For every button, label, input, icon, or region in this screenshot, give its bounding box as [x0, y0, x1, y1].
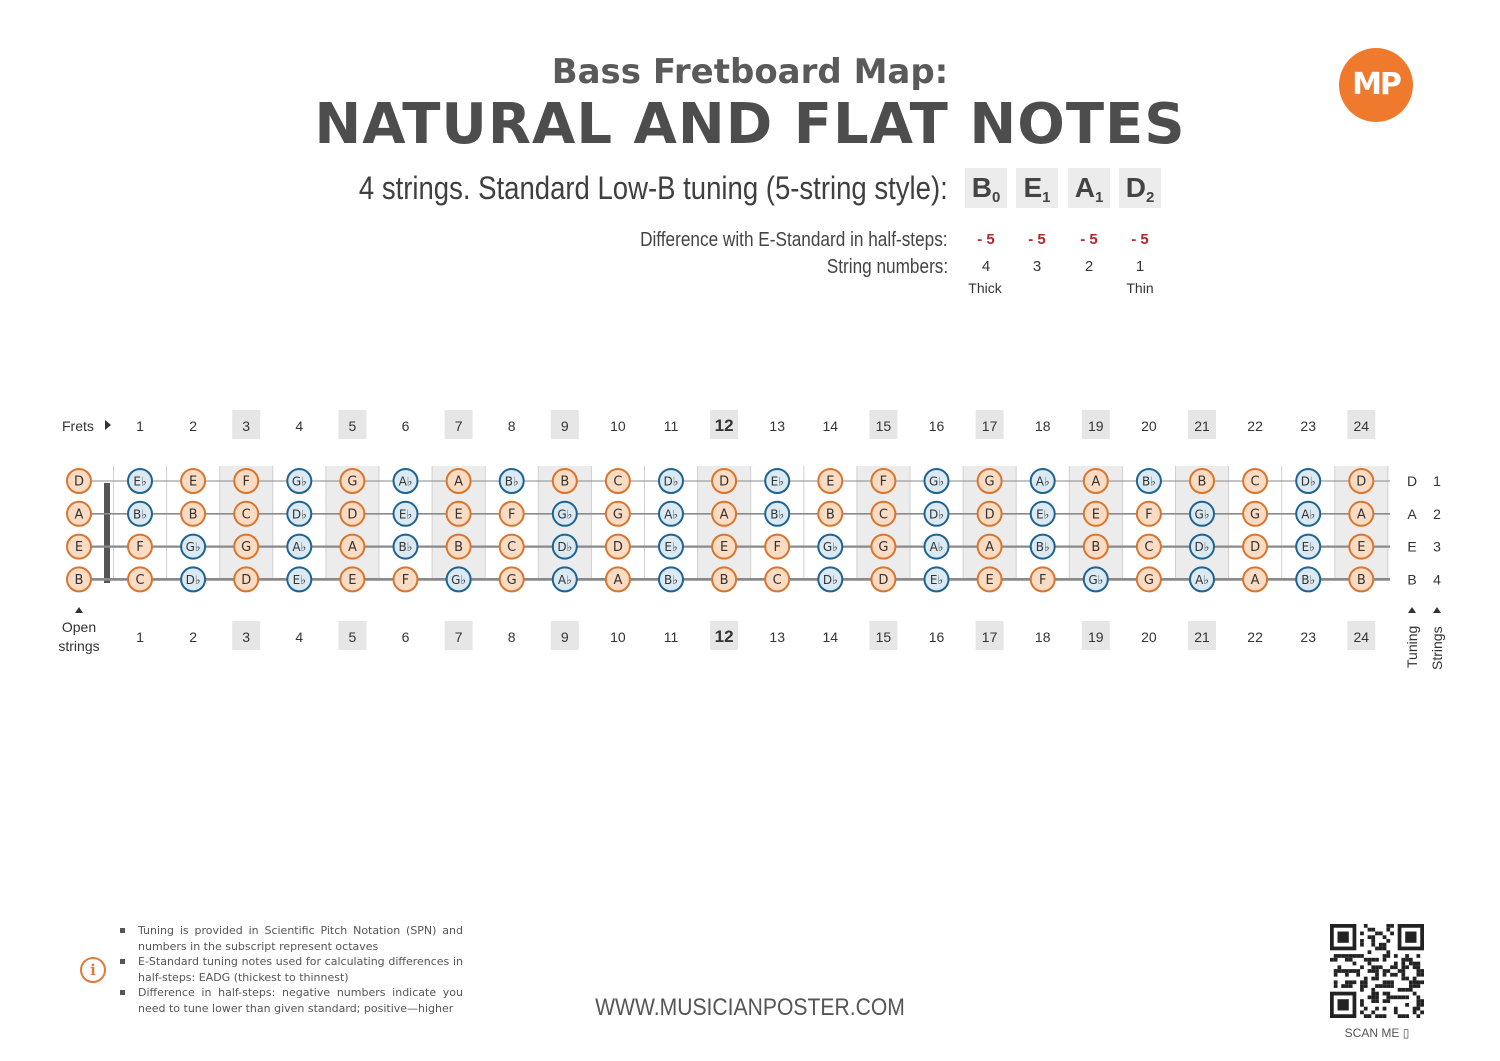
- tuning-note-box: [1068, 168, 1110, 208]
- note-label: B: [560, 474, 570, 490]
- tuning-side-note: A: [1407, 505, 1417, 522]
- note-label: D: [878, 572, 889, 588]
- diff-value: - 5: [1028, 231, 1046, 248]
- note-label: E♭: [1036, 507, 1050, 522]
- fret-number: 4: [295, 418, 304, 434]
- fret-number: 3: [242, 629, 251, 645]
- fret-number: 24: [1353, 418, 1370, 434]
- strings-side-label: Strings: [1429, 626, 1445, 670]
- note-label: B: [1356, 572, 1366, 588]
- open-strings-label: strings: [58, 638, 100, 654]
- note-label: D♭: [929, 507, 944, 522]
- tuning-note-box: [1119, 168, 1161, 208]
- fret-number: 12: [714, 416, 734, 435]
- tuning-note: D: [1125, 172, 1146, 203]
- fret-number: 21: [1194, 418, 1210, 434]
- fret-number: 9: [560, 418, 569, 434]
- note-label: B♭: [1035, 540, 1050, 555]
- fret-number: 16: [928, 418, 945, 434]
- note-label: G♭: [929, 474, 944, 489]
- tuning-note-box: [965, 168, 1007, 208]
- note-label: E♭: [664, 540, 678, 555]
- note-label: F: [242, 474, 250, 490]
- fretboard-diagram: [0, 400, 1500, 690]
- note-label: F: [1038, 572, 1047, 588]
- note-label: B: [188, 507, 198, 523]
- fret-number: 7: [454, 629, 463, 645]
- note-label: G: [1250, 507, 1261, 523]
- note-label: D: [612, 540, 623, 556]
- brand-logo[interactable]: MP: [1339, 48, 1413, 122]
- thick-label: Thick: [968, 280, 1002, 296]
- fret-number: 11: [663, 629, 679, 645]
- note-label: C: [613, 474, 623, 490]
- note-label: D♭: [557, 540, 573, 555]
- note-label: A♭: [664, 507, 678, 522]
- fret-number: 22: [1247, 629, 1263, 645]
- fret-number: 22: [1247, 418, 1263, 434]
- note-label: C: [878, 507, 888, 523]
- note-label: E: [985, 572, 994, 588]
- fret-number: 7: [454, 418, 463, 434]
- tuning-note-box: [1016, 168, 1058, 208]
- note-label: G: [506, 572, 517, 588]
- tuning-label: 4 strings. Standard Low-B tuning (5-string style):: [359, 170, 948, 206]
- note-label: E: [826, 474, 835, 490]
- note-label: D: [73, 474, 85, 490]
- string-side-number: 2: [1433, 505, 1441, 522]
- tuning-note: E: [1023, 172, 1043, 203]
- note-label: E♭: [292, 572, 306, 587]
- note-label: C: [1144, 540, 1154, 556]
- arrow-up-icon: [75, 607, 83, 613]
- info-icon: i: [80, 957, 106, 983]
- note-label: B: [825, 507, 835, 523]
- note-label: E: [188, 474, 198, 490]
- note-label: B: [719, 572, 729, 588]
- note-label: D: [1250, 540, 1261, 556]
- arrow-right-icon: [105, 420, 111, 430]
- fret-number: 6: [401, 418, 410, 434]
- note-label: F: [136, 540, 144, 556]
- qr-code-icon[interactable]: [1330, 924, 1424, 1018]
- note-label: G: [612, 507, 623, 523]
- nut: [104, 483, 110, 583]
- fret-number: 3: [242, 418, 251, 434]
- fret-number: 19: [1088, 418, 1104, 434]
- note-label: E♭: [1301, 540, 1315, 555]
- note-label: C: [1250, 474, 1260, 490]
- note-label: D: [719, 474, 730, 490]
- fret-number: 8: [507, 418, 516, 434]
- fret-number: 18: [1034, 418, 1051, 434]
- thin-label: Thin: [1126, 280, 1154, 296]
- tuning-octave: 2: [1145, 189, 1155, 206]
- string-side-number: 1: [1433, 473, 1441, 489]
- note-label: A♭: [1301, 507, 1316, 522]
- diff-value: - 5: [977, 231, 995, 248]
- note-label: F: [1145, 507, 1153, 523]
- note-label: C: [507, 540, 517, 556]
- fret-number: 16: [928, 629, 945, 645]
- note-label: G: [241, 540, 252, 556]
- tuning-note: B: [971, 172, 992, 203]
- fret-number: 2: [189, 629, 197, 645]
- fret-number: 11: [663, 418, 679, 434]
- note-label: B♭: [398, 540, 413, 555]
- note-label: D♭: [822, 572, 838, 587]
- poster-title: Bass Fretboard Map:: [551, 52, 949, 92]
- website-url[interactable]: WWW.MUSICIANPOSTER.COM: [595, 994, 905, 1021]
- string-number: 1: [1135, 258, 1145, 275]
- poster-subtitle: NATURAL AND FLAT NOTES: [314, 92, 1186, 157]
- note-label: A: [613, 572, 623, 588]
- note-label: G♭: [557, 507, 573, 522]
- fret-number: 21: [1194, 629, 1210, 645]
- note-label: E: [74, 540, 84, 556]
- phone-icon: ▯: [1402, 1026, 1410, 1040]
- fret-number: 24: [1353, 629, 1370, 645]
- note-label: E♭: [398, 507, 413, 522]
- note-label: E♭: [133, 474, 147, 489]
- note-label: E: [719, 540, 729, 556]
- note-label: B: [1091, 540, 1101, 556]
- tuning-side-note: B: [1407, 571, 1417, 588]
- fret-number: 20: [1141, 418, 1157, 434]
- string-number: 3: [1032, 258, 1042, 275]
- arrow-up-icon: [1408, 607, 1416, 613]
- tuning-side-note: E: [1407, 538, 1417, 555]
- note-label: B: [74, 572, 84, 588]
- tuning-octave: 1: [1094, 189, 1104, 206]
- string-number: 2: [1084, 258, 1094, 275]
- note-label: A: [347, 540, 357, 556]
- note-label: C: [135, 572, 145, 588]
- note-label: A: [985, 540, 995, 556]
- scan-me-label: [1330, 1026, 1424, 1040]
- note-label: G♭: [185, 540, 201, 555]
- string-number: 4: [981, 258, 991, 275]
- fret-number: 5: [348, 629, 357, 645]
- fret-number: 19: [1088, 629, 1104, 645]
- string-numbers-label: String numbers:: [826, 256, 948, 278]
- note-label: D♭: [291, 507, 307, 522]
- note-label: E: [1091, 507, 1100, 523]
- note-label: A: [74, 507, 84, 523]
- note-label: A: [1356, 507, 1366, 523]
- frets-label: Frets: [62, 418, 94, 434]
- diff-value: - 5: [1080, 231, 1098, 248]
- note-label: E: [454, 507, 463, 523]
- fret-number: 1: [136, 629, 144, 645]
- note-label: G♭: [451, 572, 467, 587]
- note-label: G♭: [1194, 507, 1210, 522]
- note-label: F: [401, 572, 410, 588]
- note-label: D: [347, 507, 358, 523]
- note-label: G: [984, 474, 995, 490]
- note-label: B♭: [1301, 572, 1316, 587]
- string-side-number: 4: [1433, 571, 1441, 588]
- note-label: C: [772, 572, 782, 588]
- fret-number: 9: [560, 629, 569, 645]
- note-label: G♭: [291, 474, 307, 489]
- fret-number: 15: [875, 629, 892, 645]
- note-label: F: [507, 507, 516, 523]
- note-label: D♭: [663, 474, 679, 489]
- arrow-up-icon: [1433, 607, 1441, 613]
- note-label: D: [984, 507, 995, 523]
- note-label: E: [1357, 540, 1366, 556]
- note-label: A: [1250, 572, 1260, 588]
- note-label: B♭: [770, 507, 785, 522]
- note-label: G: [878, 540, 889, 556]
- footnote-item: Tuning is provided in Scientific Pitch Notation (SPN) and numbers in the subscript represent octaves: [118, 923, 463, 954]
- fret-number: 1: [136, 418, 144, 434]
- fret-number: 23: [1300, 418, 1316, 434]
- note-label: A♭: [1035, 474, 1050, 489]
- note-label: A: [454, 474, 464, 490]
- note-label: G♭: [1088, 572, 1104, 587]
- note-label: A♭: [1195, 572, 1209, 587]
- string-side-number: 3: [1433, 538, 1441, 555]
- footnote-item: Difference in half-steps: negative numbers indicate you need to tune lower than given standard; positive—higher: [118, 985, 463, 1016]
- note-label: G: [1143, 572, 1154, 588]
- scan-me-text: SCAN ME: [1344, 1026, 1400, 1040]
- note-label: A: [719, 507, 729, 523]
- note-label: A♭: [398, 474, 413, 489]
- fret-number: 8: [507, 629, 516, 645]
- note-label: A: [1091, 474, 1101, 490]
- note-label: D♭: [185, 572, 201, 587]
- fret-number: 10: [610, 418, 626, 434]
- note-label: D: [241, 572, 252, 588]
- fret-number: 10: [610, 629, 626, 645]
- fret-number: 6: [401, 629, 410, 645]
- note-label: G: [347, 474, 358, 490]
- fret-number: 4: [295, 629, 304, 645]
- note-label: B: [1197, 474, 1207, 490]
- fret-number: 17: [981, 629, 998, 645]
- fret-number: 12: [714, 627, 734, 646]
- fret-number: 5: [348, 418, 357, 434]
- diff-label: Difference with E-Standard in half-steps:: [640, 229, 948, 251]
- note-label: D♭: [1300, 474, 1316, 489]
- note-label: B♭: [1141, 474, 1156, 489]
- note-label: B♭: [664, 572, 678, 587]
- footnote-item: E-Standard tuning notes used for calculating differences in half-steps: EADG (thickest to thinnest): [118, 954, 463, 985]
- note-label: A♭: [292, 540, 307, 555]
- note-label: A♭: [557, 572, 572, 587]
- fret-number: 2: [189, 418, 197, 434]
- note-label: B♭: [133, 507, 147, 522]
- fret-number: 17: [981, 418, 998, 434]
- note-label: E: [348, 572, 357, 588]
- fret-number: 14: [822, 418, 839, 434]
- open-strings-label: Open: [61, 619, 97, 635]
- note-label: A♭: [929, 540, 944, 555]
- tuning-octave: 1: [1042, 189, 1051, 206]
- fret-number: 20: [1141, 629, 1157, 645]
- fret-number: 14: [822, 629, 839, 645]
- note-label: C: [241, 507, 251, 523]
- fret-number: 18: [1034, 629, 1051, 645]
- tuning-side-note: D: [1406, 473, 1418, 489]
- note-label: E♭: [929, 572, 944, 587]
- note-label: F: [773, 540, 781, 556]
- tuning-note: A: [1074, 172, 1095, 203]
- note-label: G♭: [822, 540, 838, 555]
- note-label: E♭: [770, 474, 784, 489]
- fret-number: 23: [1300, 629, 1316, 645]
- diff-value: - 5: [1131, 231, 1149, 248]
- tuning-side-label: Tuning: [1404, 625, 1420, 668]
- note-label: B♭: [504, 474, 519, 489]
- note-label: F: [879, 474, 888, 490]
- fret-number: 13: [769, 629, 785, 645]
- fret-number: 13: [769, 418, 785, 434]
- fret-number: 15: [875, 418, 892, 434]
- note-label: B: [454, 540, 464, 556]
- note-label: D: [1356, 474, 1367, 490]
- tuning-octave: 0: [991, 189, 1001, 206]
- note-label: D♭: [1194, 540, 1210, 555]
